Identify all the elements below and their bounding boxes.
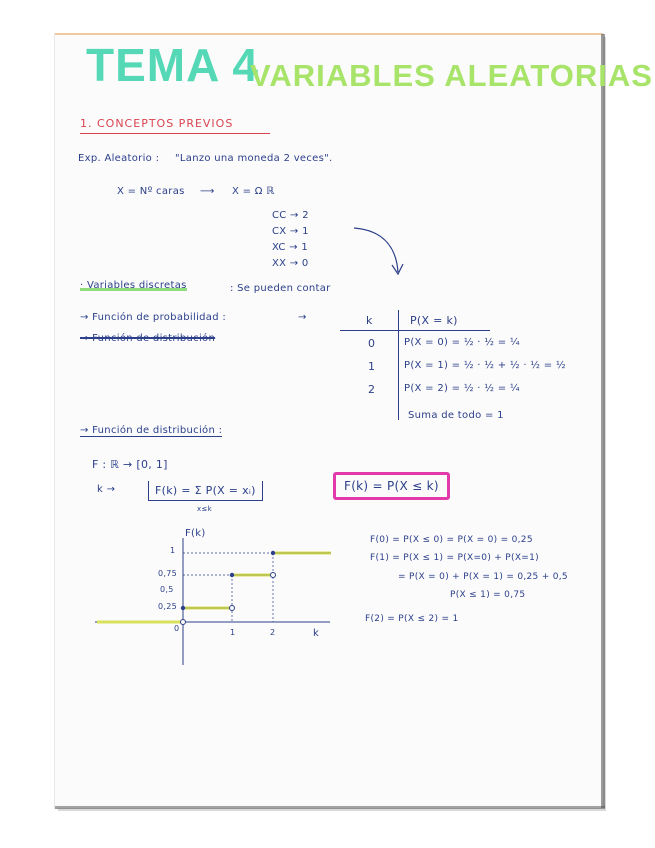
discrete-note: : Se pueden contar xyxy=(230,283,331,294)
outcome-xc: XC → 1 xyxy=(272,242,309,253)
experiment-label: Exp. Aleatorio : xyxy=(78,153,160,164)
dist-function-label: → Función de distribución : xyxy=(80,425,223,436)
dist-function-map: k → xyxy=(97,484,116,495)
y-tick-label: 0,5 xyxy=(160,585,174,594)
page-edge-bottom xyxy=(55,806,605,809)
table-sum: Suma de todo = 1 xyxy=(408,410,504,421)
table-row-k: 0 xyxy=(368,337,376,350)
curved-arrow-icon xyxy=(350,222,410,282)
table-row-p: P(X = 2) = ½ · ½ = ¼ xyxy=(404,383,520,394)
open-point xyxy=(181,620,186,625)
outcome-xx: XX → 0 xyxy=(272,258,309,269)
calc-line: F(0) = P(X ≤ 0) = P(X = 0) = 0,25 xyxy=(370,535,533,545)
arrow-icon: ⟶ xyxy=(200,186,215,197)
table-row-p: P(X = 0) = ½ · ½ = ¼ xyxy=(404,337,520,348)
calc-line: F(1) = P(X ≤ 1) = P(X=0) + P(X=1) xyxy=(370,553,539,563)
x-tick-label: 0 xyxy=(174,624,180,633)
section-underline xyxy=(80,133,270,134)
y-tick-label: 0,25 xyxy=(158,602,178,611)
dist-function-formula: F(k) = Σ P(X = xᵢ) xyxy=(148,481,263,501)
prob-function-arrow: → xyxy=(298,312,307,323)
section-heading: 1. CONCEPTOS PREVIOS xyxy=(80,117,234,130)
table-vline xyxy=(398,310,399,420)
prob-function-label: → Función de probabilidad : xyxy=(80,312,227,323)
table-row-p: P(X = 1) = ½ · ½ + ½ · ½ = ½ xyxy=(404,360,566,371)
outcome-cc: CC → 2 xyxy=(272,210,309,221)
variable-mapping: X = Ω ℝ xyxy=(232,186,275,197)
x-tick-label: 1 xyxy=(230,628,236,637)
dist-function-sub: x≤k xyxy=(197,505,212,513)
y-tick-label: 0,75 xyxy=(158,569,178,578)
outcome-cx: CX → 1 xyxy=(272,226,309,237)
closed-point xyxy=(181,606,185,610)
dist-function-boxed: F(k) = P(X ≤ k) xyxy=(333,472,450,500)
open-point xyxy=(271,573,276,578)
title-subject: VARIABLES ALEATORIAS xyxy=(250,58,653,93)
notebook-page xyxy=(55,34,603,808)
closed-point xyxy=(230,573,234,577)
title-tema: TEMA 4 xyxy=(86,39,259,91)
table-row-k: 2 xyxy=(368,383,376,396)
step-graph xyxy=(95,530,335,670)
graph-xlabel: k xyxy=(313,628,320,639)
table-header-p: P(X = k) xyxy=(410,314,458,327)
table-hline xyxy=(340,330,490,331)
discrete-label: · Variables discretas xyxy=(80,280,187,291)
graph-ylabel: F(k) xyxy=(185,528,206,539)
calc-line: P(X ≤ 1) = 0,75 xyxy=(450,590,526,600)
random-variable: X = Nº caras xyxy=(117,186,185,197)
dist-function-domain: F : ℝ → [0, 1] xyxy=(92,458,168,471)
x-tick-label: 2 xyxy=(270,628,276,637)
page-edge-right xyxy=(601,34,605,808)
dist-function-struck: → Función de distribución xyxy=(80,333,216,344)
open-point xyxy=(230,606,235,611)
calc-line: F(2) = P(X ≤ 2) = 1 xyxy=(365,614,459,624)
closed-point xyxy=(271,551,275,555)
experiment-text: "Lanzo una moneda 2 veces". xyxy=(175,153,333,164)
table-header-k: k xyxy=(366,314,373,327)
y-tick-label: 1 xyxy=(170,546,176,555)
page-edge-top xyxy=(55,33,603,35)
table-row-k: 1 xyxy=(368,360,376,373)
calc-line: = P(X = 0) + P(X = 1) = 0,25 + 0,5 xyxy=(398,572,568,582)
